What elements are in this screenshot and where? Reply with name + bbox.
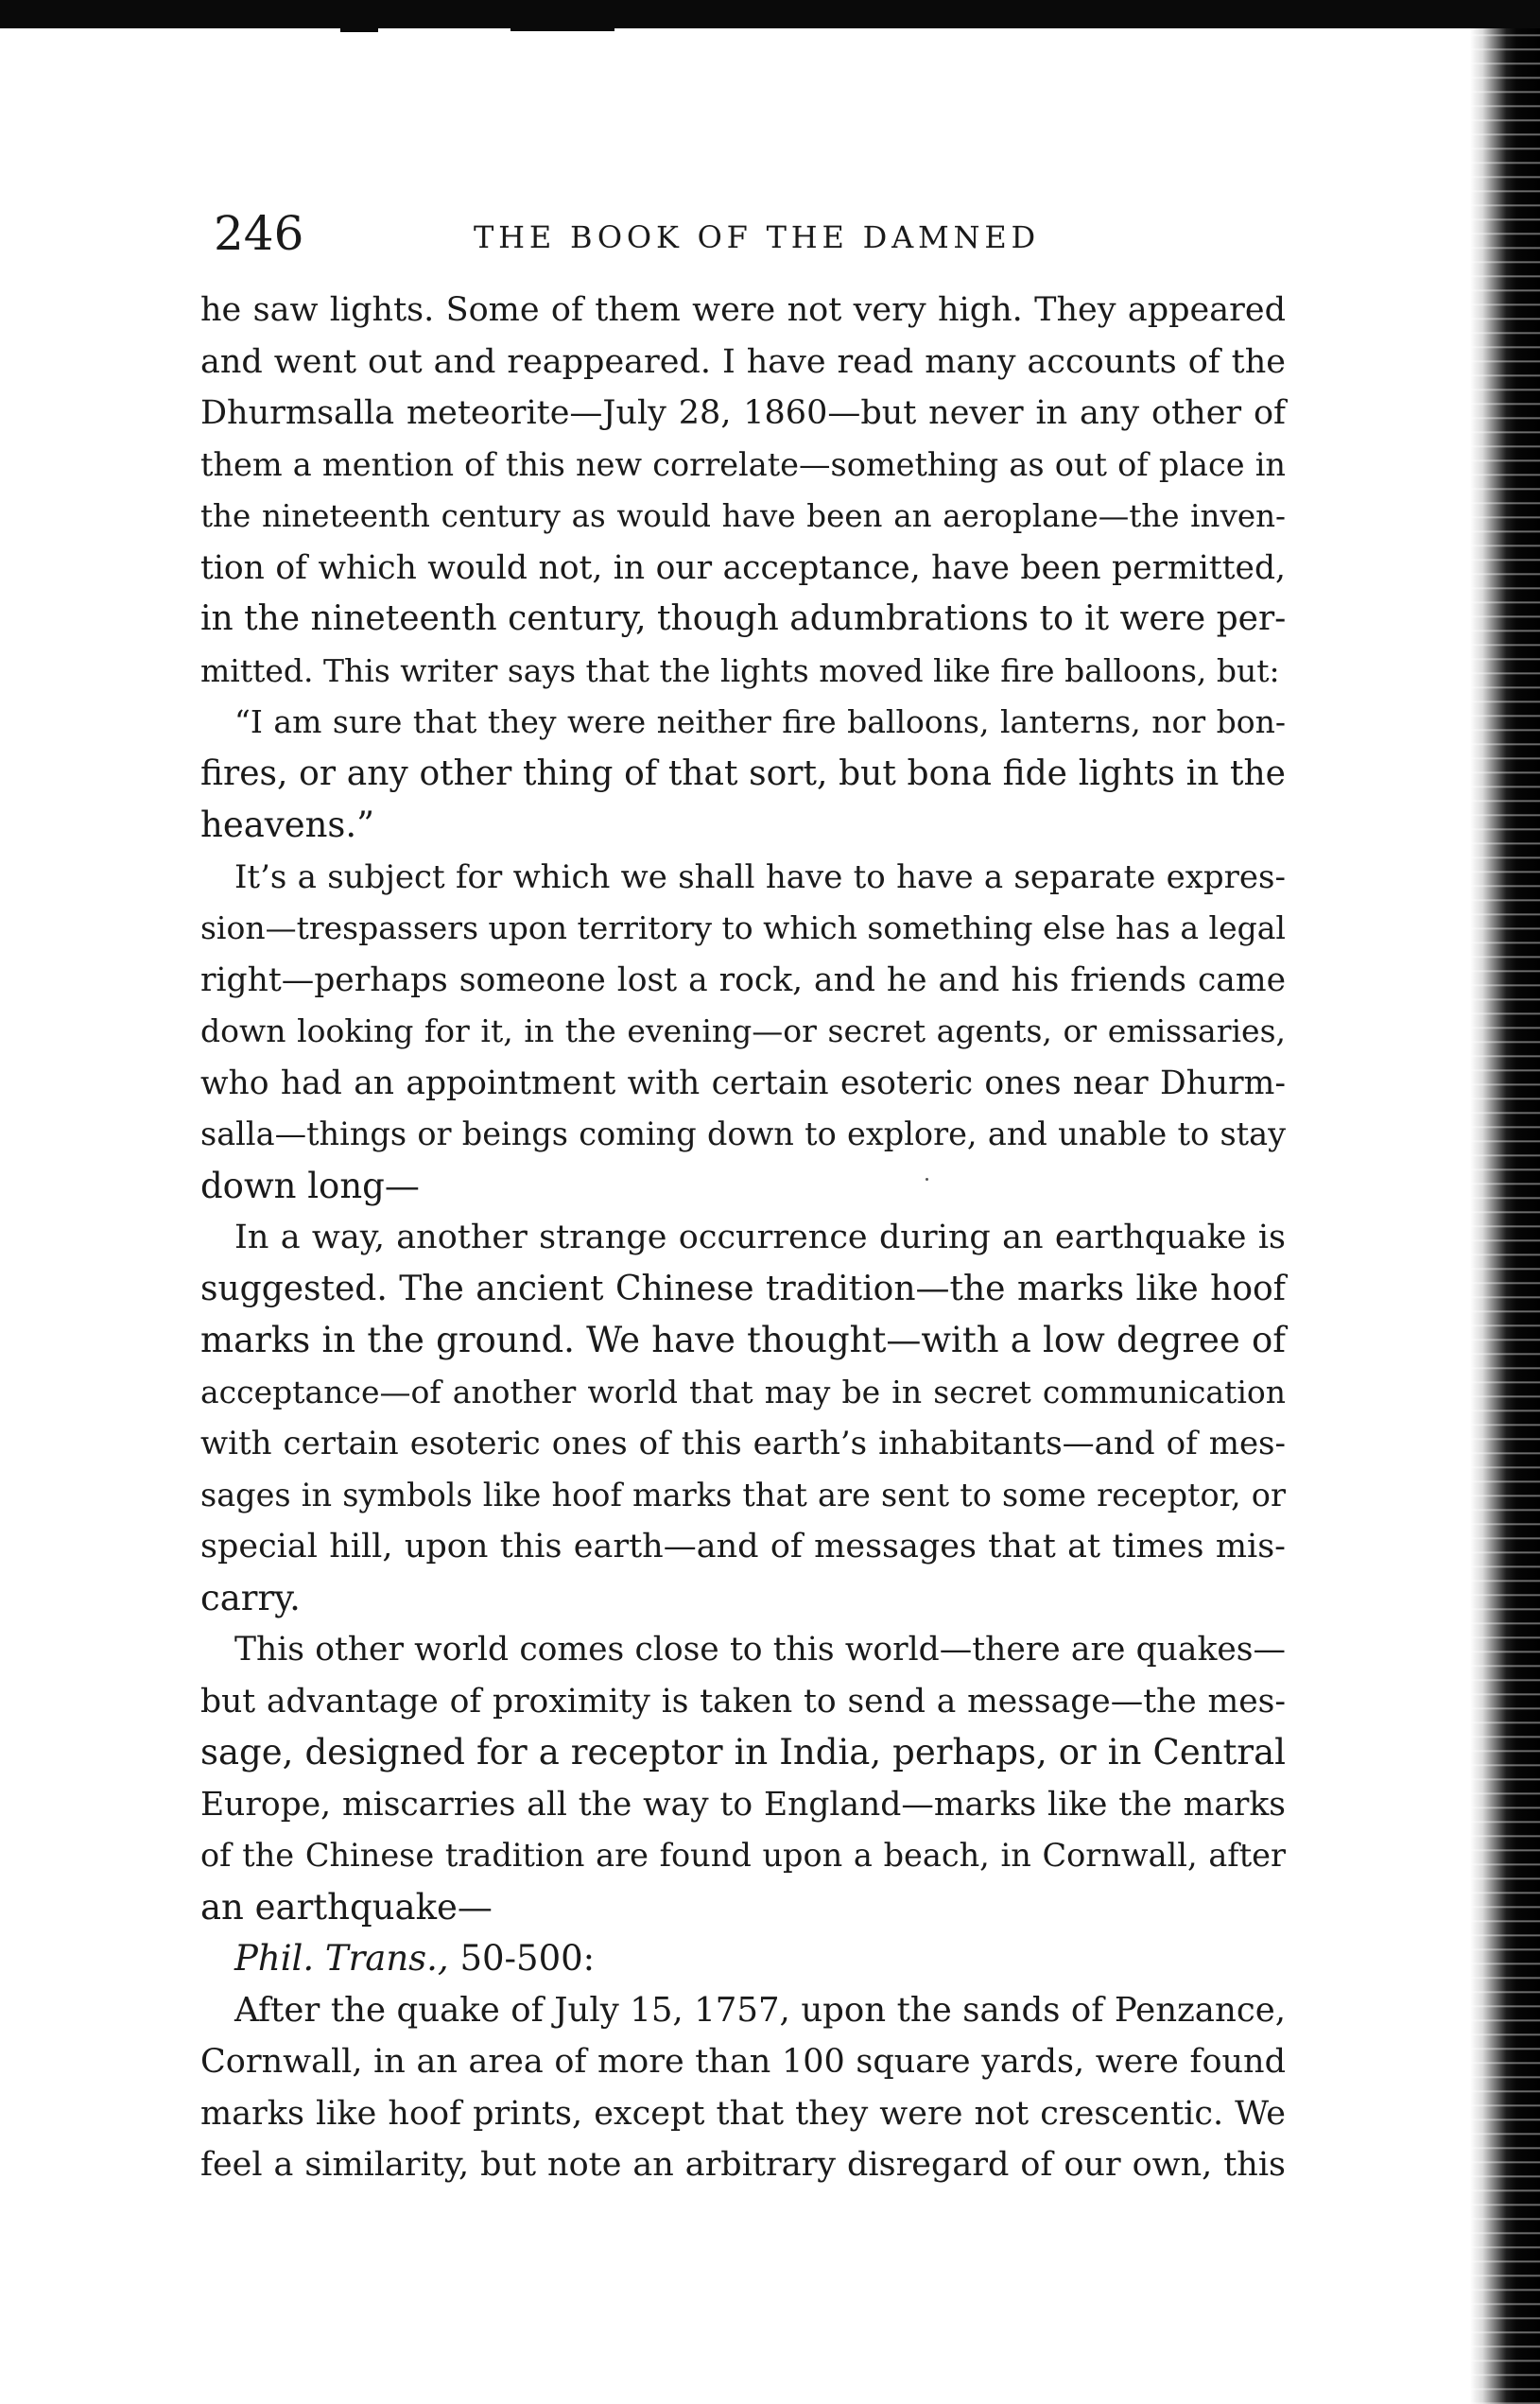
text-line: the nineteenth century as would have been an aeroplane—the inven-: [200, 498, 1286, 534]
text-line: down looking for it, in the evening—or secret agents, or emissaries,: [200, 1012, 1286, 1049]
text-line: special hill, upon this earth—and of messages that at times mis-: [200, 1528, 1286, 1565]
text-line: of the Chinese tradition are found upon a beach, in Cornwall, after: [200, 1837, 1286, 1874]
text-line: tion of which would not, in our acceptance, have been permitted,: [200, 548, 1286, 587]
text-line: marks in the ground. We have thought—with a low degree of: [200, 1320, 1286, 1360]
paragraph: [200, 1624, 1286, 1933]
text-line: heavens.”: [200, 804, 375, 845]
paragraph: [200, 1985, 1286, 2191]
text-line: who had an appointment with certain esoteric ones near Dhurm-: [200, 1064, 1286, 1102]
body-text: [200, 285, 1286, 2191]
text-line: mitted. This writer says that the lights moved like fire balloons, but:: [200, 651, 1280, 689]
text-line: salla—things or beings coming down to explore, and unable to stay: [200, 1116, 1286, 1152]
page-header: [214, 200, 1320, 267]
scan-speck: [340, 28, 378, 32]
text-line: marks like hoof prints, except that they were not crescentic. We: [200, 2094, 1286, 2133]
scan-top-border: [0, 0, 1540, 28]
text-line: and went out and reappeared. I have read many accounts of the: [200, 342, 1286, 381]
text-line: but advantage of proximity is taken to send a message—the mes-: [200, 1682, 1286, 1721]
text-line: After the quake of July 15, 1757, upon the sands of Penzance,: [234, 1990, 1286, 2030]
text-line: suggested. The ancient Chinese tradition—the marks like hoof: [200, 1269, 1286, 1308]
running-head: THE BOOK OF THE DAMNED: [474, 219, 1040, 255]
text-line: down long—: [200, 1165, 420, 1206]
citation-reference: 50-500:: [459, 1938, 596, 1979]
text-line: This other world comes close to this world—there are quakes—: [234, 1631, 1286, 1669]
citation-title: Phil. Trans.,: [234, 1938, 449, 1979]
text-line: Europe, miscarries all the way to England—marks like the marks: [200, 1785, 1286, 1824]
text-line: an earthquake—: [200, 1886, 493, 1928]
text-line: sages in symbols like hoof marks that are sent to some receptor, or: [200, 1476, 1286, 1513]
paragraph: [200, 285, 1286, 697]
text-line: right—perhaps someone lost a rock, and he and his friends came: [200, 960, 1286, 999]
text-line: Dhurmsalla meteorite—July 28, 1860—but never in any other of: [200, 394, 1286, 432]
print-speck: [926, 1178, 928, 1181]
text-line: acceptance—of another world that may be in secret communication: [200, 1373, 1286, 1410]
text-line: with certain esoteric ones of this earth’s inhabitants—and of mes-: [200, 1425, 1286, 1462]
scan-speck: [510, 28, 614, 31]
text-line: carry.: [200, 1577, 301, 1618]
paragraph: [200, 1212, 1286, 1624]
page-number: 246: [214, 206, 304, 261]
text-line: sage, designed for a receptor in India, perhaps, or in Central: [200, 1732, 1286, 1773]
quotation-paragraph: [200, 697, 1286, 852]
text-line: It’s a subject for which we shall have to have a separate expres-: [234, 857, 1286, 896]
citation-paragraph: [200, 1933, 1286, 1985]
text-line: Cornwall, in an area of more than 100 square yards, were found: [200, 2043, 1286, 2081]
paragraph: [200, 852, 1286, 1213]
text-line: In a way, another strange occurrence during an earthquake is: [234, 1219, 1286, 1256]
text-line: “I am sure that they were neither fire balloons, lanterns, nor bon-: [234, 703, 1286, 740]
text-line: them a mention of this new correlate—something as out of place in: [200, 445, 1286, 483]
text-line: fires, or any other thing of that sort, but bona fide lights in the: [200, 753, 1286, 793]
text-line: in the nineteenth century, though adumbrations to it were per-: [200, 599, 1287, 638]
text-line: sion—trespassers upon territory to which something else has a legal: [200, 909, 1286, 946]
text-line: feel a similarity, but note an arbitrary disregard of our own, this: [200, 2146, 1286, 2184]
book-page-edge: [1470, 28, 1540, 2404]
citation-line: [200, 1933, 1286, 1985]
text-line: he saw lights. Some of them were not very high. They appeared: [200, 291, 1286, 329]
